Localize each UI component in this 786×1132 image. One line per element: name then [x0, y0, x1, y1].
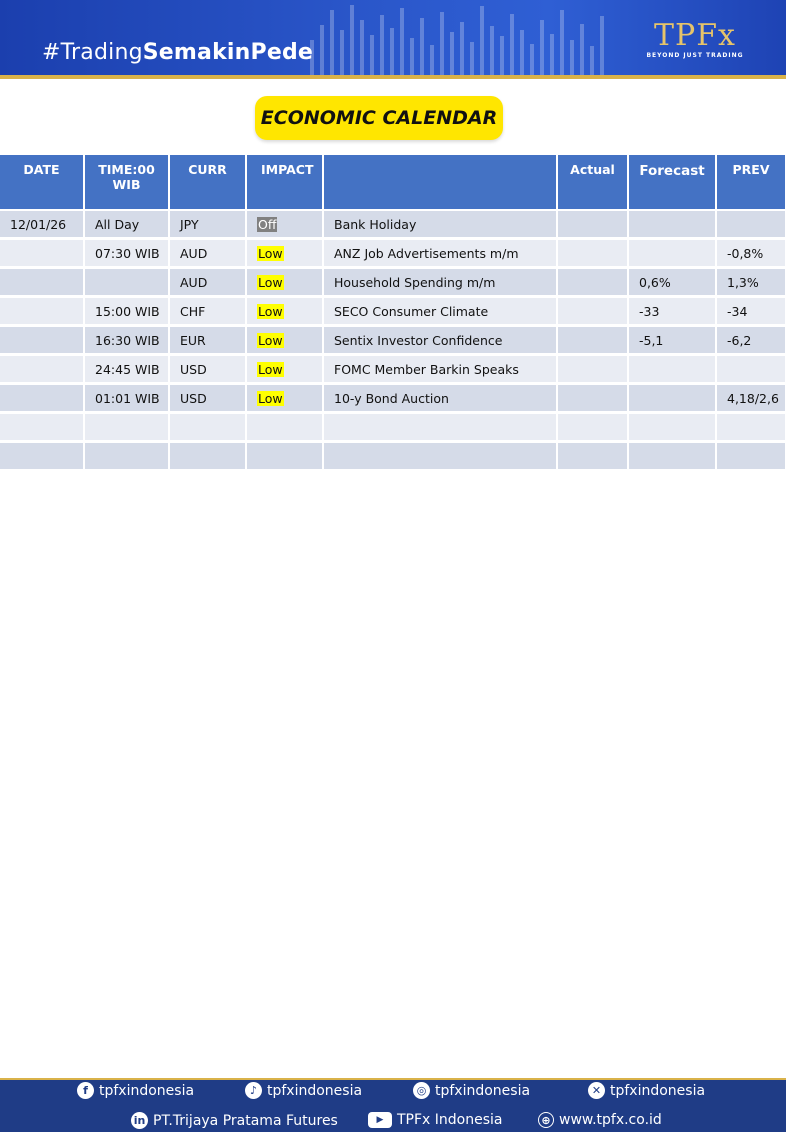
- forecast-cell: -33: [628, 297, 716, 326]
- event-cell: ANZ Job Advertisements m/m: [323, 239, 557, 268]
- actual-cell: [557, 355, 628, 384]
- footer-linkedin[interactable]: [131, 1112, 338, 1129]
- event-cell: SECO Consumer Climate: [323, 297, 557, 326]
- prev-cell: [716, 210, 786, 239]
- impact-cell: [246, 210, 323, 239]
- date-cell: [0, 384, 84, 413]
- event-cell: FOMC Member Barkin Speaks: [323, 355, 557, 384]
- header-impact: IMPACT: [246, 155, 323, 210]
- currency-cell: AUD: [169, 268, 246, 297]
- footer-bar: [0, 1078, 786, 1132]
- logo-tagline: BEYOND JUST TRADING: [646, 52, 744, 59]
- impact-badge: Off: [258, 216, 277, 232]
- event-cell: Bank Holiday: [323, 210, 557, 239]
- currency-cell: [169, 442, 246, 471]
- time-cell: [84, 442, 169, 471]
- tiktok-handle: tpfxindonesia: [267, 1082, 363, 1099]
- impact-badge: Low: [258, 332, 283, 348]
- header-prev: PREV: [716, 155, 786, 210]
- instagram-icon: ◎: [413, 1082, 430, 1099]
- table-row: [0, 384, 786, 413]
- forecast-cell: [628, 355, 716, 384]
- event-cell: Household Spending m/m: [323, 268, 557, 297]
- table-row: [0, 297, 786, 326]
- time-cell: 24:45 WIB: [84, 355, 169, 384]
- forecast-cell: [628, 413, 716, 442]
- table-row: [0, 239, 786, 268]
- event-cell: 10-y Bond Auction: [323, 384, 557, 413]
- facebook-icon: f: [77, 1082, 94, 1099]
- actual-cell: [557, 326, 628, 355]
- page-title: ECONOMIC CALENDAR: [255, 96, 503, 140]
- footer-tiktok[interactable]: [245, 1082, 362, 1099]
- actual-cell: [557, 413, 628, 442]
- tiktok-icon: ♪: [245, 1082, 262, 1099]
- currency-cell: EUR: [169, 326, 246, 355]
- tpfx-logo: [640, 20, 750, 66]
- date-cell: [0, 413, 84, 442]
- x-icon: ✕: [588, 1082, 605, 1099]
- forecast-cell: [628, 239, 716, 268]
- impact-cell: [246, 384, 323, 413]
- currency-cell: [169, 413, 246, 442]
- date-cell: 12/01/26: [0, 210, 84, 239]
- header-currency: CURR: [169, 155, 246, 210]
- header-actual: Actual: [557, 155, 628, 210]
- impact-cell: [246, 268, 323, 297]
- date-cell: [0, 268, 84, 297]
- forecast-cell: [628, 384, 716, 413]
- currency-cell: USD: [169, 384, 246, 413]
- impact-cell: [246, 326, 323, 355]
- facebook-handle: tpfxindonesia: [99, 1082, 195, 1099]
- impact-cell: [246, 239, 323, 268]
- impact-badge: Low: [258, 390, 283, 406]
- footer-facebook[interactable]: [77, 1082, 194, 1099]
- impact-cell: [246, 355, 323, 384]
- table-row: [0, 210, 786, 239]
- impact-cell: [246, 297, 323, 326]
- date-cell: [0, 239, 84, 268]
- time-cell: All Day: [84, 210, 169, 239]
- instagram-handle: tpfxindonesia: [435, 1082, 531, 1099]
- actual-cell: [557, 268, 628, 297]
- date-cell: [0, 326, 84, 355]
- table-header-row: [0, 155, 786, 210]
- currency-cell: AUD: [169, 239, 246, 268]
- prev-cell: -0,8%: [716, 239, 786, 268]
- time-cell: 07:30 WIB: [84, 239, 169, 268]
- header-time: TIME:00 WIB: [84, 155, 169, 210]
- hashtag-slogan: #TradingSemakinPede: [42, 40, 314, 65]
- date-cell: [0, 297, 84, 326]
- forecast-cell: [628, 210, 716, 239]
- header-forecast: Forecast: [628, 155, 716, 210]
- impact-cell: [246, 442, 323, 471]
- table-row: [0, 355, 786, 384]
- footer-website[interactable]: [538, 1112, 662, 1128]
- globe-icon: ⊕: [538, 1112, 554, 1128]
- impact-badge: Low: [258, 245, 283, 261]
- youtube-name: TPFx Indonesia: [397, 1112, 503, 1128]
- impact-badge: Low: [258, 303, 283, 319]
- table-row: [0, 326, 786, 355]
- event-cell: [323, 413, 557, 442]
- prev-cell: [716, 355, 786, 384]
- prev-cell: [716, 442, 786, 471]
- header-banner: [0, 0, 786, 79]
- date-cell: [0, 442, 84, 471]
- actual-cell: [557, 297, 628, 326]
- forecast-cell: -5,1: [628, 326, 716, 355]
- linkedin-icon: in: [131, 1112, 148, 1129]
- youtube-icon: ▶: [368, 1112, 392, 1128]
- impact-cell: [246, 413, 323, 442]
- prev-cell: 1,3%: [716, 268, 786, 297]
- prev-cell: -6,2: [716, 326, 786, 355]
- actual-cell: [557, 210, 628, 239]
- header-event: [323, 155, 557, 210]
- currency-cell: CHF: [169, 297, 246, 326]
- linkedin-name: PT.Trijaya Pratama Futures: [153, 1112, 338, 1129]
- gold-stripe: [0, 75, 786, 79]
- time-cell: 15:00 WIB: [84, 297, 169, 326]
- currency-cell: JPY: [169, 210, 246, 239]
- time-cell: [84, 413, 169, 442]
- actual-cell: [557, 239, 628, 268]
- event-cell: [323, 442, 557, 471]
- impact-badge: Low: [258, 361, 283, 377]
- date-cell: [0, 355, 84, 384]
- actual-cell: [557, 442, 628, 471]
- header-date: DATE: [0, 155, 84, 210]
- forecast-cell: 0,6%: [628, 268, 716, 297]
- footer-instagram[interactable]: [413, 1082, 530, 1099]
- decorative-chart-bars: [300, 0, 630, 79]
- table-row: [0, 442, 786, 471]
- footer-youtube[interactable]: [368, 1112, 503, 1128]
- prev-cell: -34: [716, 297, 786, 326]
- prev-cell: 4,18/2,6: [716, 384, 786, 413]
- logo-text: TPFx: [654, 18, 736, 53]
- table-row: [0, 413, 786, 442]
- economic-calendar-table: [0, 155, 786, 472]
- impact-badge: Low: [258, 274, 283, 290]
- time-cell: 16:30 WIB: [84, 326, 169, 355]
- x-handle: tpfxindonesia: [610, 1082, 706, 1099]
- forecast-cell: [628, 442, 716, 471]
- time-cell: [84, 268, 169, 297]
- footer-gold-stripe: [0, 1078, 786, 1080]
- actual-cell: [557, 384, 628, 413]
- table-row: [0, 268, 786, 297]
- footer-x[interactable]: [588, 1082, 705, 1099]
- currency-cell: USD: [169, 355, 246, 384]
- time-cell: 01:01 WIB: [84, 384, 169, 413]
- website-url: www.tpfx.co.id: [559, 1112, 662, 1128]
- prev-cell: [716, 413, 786, 442]
- event-cell: Sentix Investor Confidence: [323, 326, 557, 355]
